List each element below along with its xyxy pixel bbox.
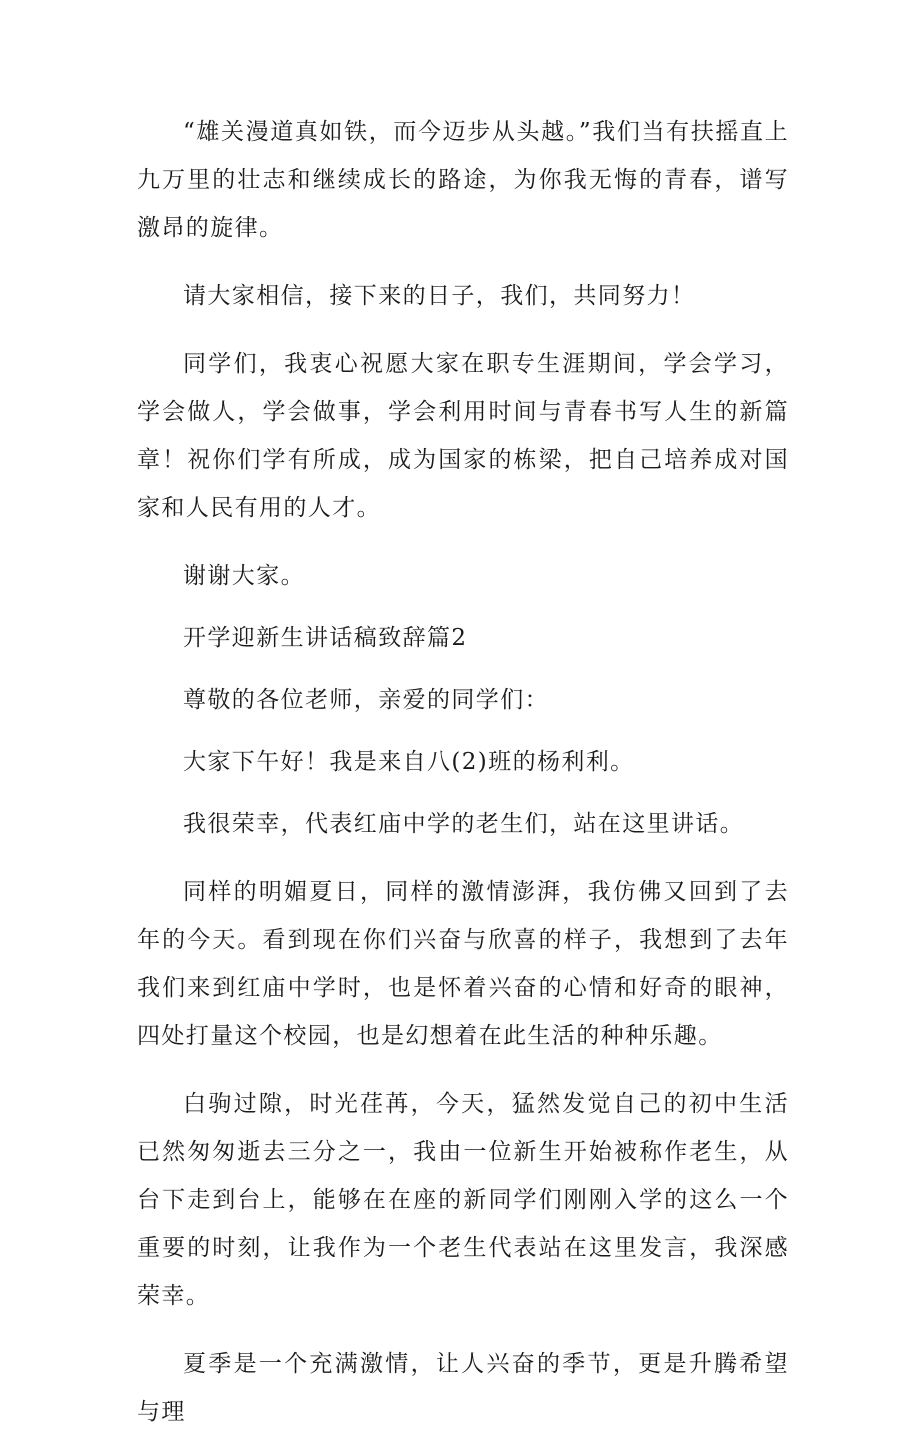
paragraph: 同样的明媚夏日，同样的激情澎湃，我仿佛又回到了去年的今天。看到现在你们兴奋与欣喜的样子，我想到了去年我们来到红庙中学时，也是怀着兴奋的心情和好奇的眼神，四处打量这个校园，也是幻想着在此生活的种种乐趣。 (137, 879, 789, 1049)
paragraph: “雄关漫道真如铁，而今迈步从头越。”我们当有扶摇直上九万里的壮志和继续成长的路途，为你我无悔的青春，谱写激昂的旋律。 (137, 119, 789, 241)
paragraph: 谢谢大家。 (183, 563, 305, 589)
paragraph: 大家下午好！我是来自八(2)班的杨利利。 (183, 749, 635, 775)
paragraph: 请大家相信，接下来的日子，我们，共同努力！ (183, 283, 696, 309)
paragraph: 我很荣幸，代表红庙中学的老生们，站在这里讲话。 (183, 811, 745, 837)
document-body (137, 108, 789, 1436)
section-heading: 开学迎新生讲话稿致辞篇2 (183, 625, 468, 651)
paragraph: 夏季是一个充满激情，让人兴奋的季节，更是升腾希望与理 (137, 1351, 789, 1425)
paragraph: 白驹过隙，时光荏苒，今天，猛然发觉自己的初中生活已然匆匆逝去三分之一，我由一位新生开始被称作老生，从台下走到台上，能够在在座的新同学们刚刚入学的这么一个重要的时刻，让我作为一个老生代表站在这里发言，我深感荣幸。 (137, 1091, 789, 1309)
salutation: 尊敬的各位老师，亲爱的同学们： (183, 687, 549, 713)
paragraph: 同学们，我衷心祝愿大家在职专生涯期间，学会学习，学会做人，学会做事，学会利用时间与青春书写人生的新篇章！祝你们学有所成，成为国家的栋梁，把自己培养成对国家和人民有用的人才。 (137, 351, 789, 521)
